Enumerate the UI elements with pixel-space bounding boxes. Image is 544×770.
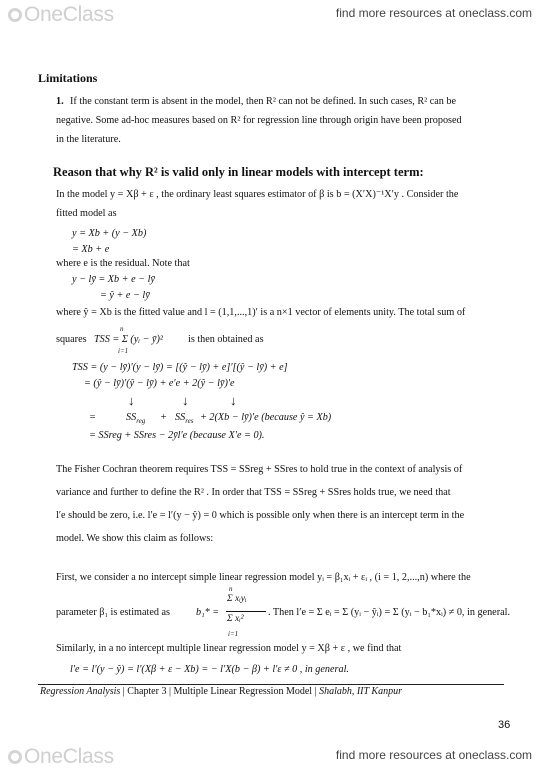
tss-prefix: squares [56, 334, 87, 345]
tss-deriv-line4: = SSreg + SSres − 2ȳl′e (because X′e = 0). [89, 430, 265, 441]
tss-deriv-line1: TSS = (y − lȳ)′(y − lȳ) = [(ŷ − lȳ) + e]′[(ŷ − lȳ) + e] [72, 362, 288, 373]
first-line2-mid: . Then l′e = Σ eᵢ = Σ (yᵢ − ŷᵢ) = Σ (yᵢ − b₁*xᵢ) ≠ 0, in general. [268, 607, 510, 618]
fisher-line1: The Fisher Cochran theorem requires TSS = SSreg + SSres to hold true in the context of analysis of [56, 464, 463, 475]
fisher-line4: model. We show this claim as follows: [56, 533, 214, 544]
arrow-down-icon: ↓ [182, 393, 189, 408]
where-line: where ŷ = Xb is the fitted value and l = (1,1,...,1)′ is a n×1 vector of elements unity. The total sum of [56, 307, 466, 318]
fraction-bar [226, 611, 266, 612]
footer-course: Regression Analysis [40, 686, 121, 697]
resources-link[interactable]: find more resources at oneclass.com [335, 748, 532, 762]
bottom-banner [0, 742, 544, 770]
tss-sum-bottom: i=1 [118, 347, 129, 355]
model-line1: In the model y = Xβ + ε , the ordinary least squares estimator of β is b = (X′X)⁻¹X′y . Consider the [56, 189, 459, 200]
footer-author: Shalabh, IIT Kanpur [319, 686, 402, 697]
oneclass-logo[interactable]: OneClass [8, 745, 114, 769]
fisher-line2: variance and further to define the R² . In order that TSS = SSreg + SSres holds true, we need that [56, 487, 451, 498]
item1-line3: in the literature. [56, 134, 121, 145]
footer-rule [38, 684, 504, 685]
tss-deriv-line3-eq: = [89, 412, 96, 423]
b1-sum-bottom: i=1 [228, 630, 239, 638]
item1-line1: If the constant term is absent in the model, then R² can not be defined. In such cases, R² can be [70, 96, 457, 107]
ssreg-symbol: $SS_{reg}$ [126, 412, 146, 426]
page-number: 36 [498, 719, 511, 731]
tss-suffix: is then obtained as [188, 334, 264, 345]
tss-deriv-line3-tail: + 2(Xb − lȳ)′e (because ŷ = Xb) [200, 412, 332, 423]
b1-numerator: Σ xᵢyᵢ [227, 594, 247, 604]
first-line1: First, we consider a no intercept simple linear regression model yᵢ = β₁xᵢ + εᵢ , (i = 1, 2,...,n) where the [56, 572, 471, 583]
footer-chapter: Chapter 3 [127, 686, 167, 697]
item-number: 1. [56, 96, 64, 107]
plus-sign: + [160, 412, 167, 423]
note-eq2: = ŷ + e − lȳ [100, 290, 150, 301]
model-line2: fitted model as [56, 208, 117, 219]
section-title: Limitations [38, 71, 98, 85]
tss-deriv-line2: = (ŷ − lȳ)′(ŷ − lȳ) + e′e + 2(ŷ − lȳ)′e [84, 378, 235, 389]
reason-heading: Reason that why R² is valid only in linear models with intercept term: [53, 165, 424, 179]
item1-line2: negative. Some ad-hoc measures based on R² for regression line through origin have been proposed [56, 115, 462, 126]
similarly-line1: Similarly, in a no intercept multiple linear regression model y = Xβ + ε , we find that [56, 643, 402, 654]
arrow-down-icon: ↓ [128, 393, 135, 408]
fitted-eq1: y = Xb + (y − Xb) [72, 228, 147, 239]
fitted-eq2: = Xb + e [72, 244, 110, 255]
oneclass-logo[interactable]: OneClass [8, 3, 114, 27]
oneclass-logo-icon [8, 750, 22, 764]
arrow-down-icon: ↓ [230, 393, 237, 408]
similarly-line2: l′e = l′(y − ŷ) = l′(Xβ + ε − Xb) = − l′X(b − β) + l′ε ≠ 0 , in general. [70, 664, 349, 675]
ssres-symbol: $SS_{res}$ [175, 412, 194, 426]
note-eq1: y − lȳ = Xb + e − lȳ [72, 274, 155, 285]
fisher-line3: l′e should be zero, i.e. l′e = l′(y − ŷ) = 0 which is possible only when there is an intercept term in the [56, 510, 465, 521]
tss-sum-top: n [120, 325, 124, 333]
tss-formula: TSS = Σ (yᵢ − ȳ)² [94, 334, 163, 345]
b1-lhs: b₁* = [196, 607, 220, 618]
residual-line: where e is the residual. Note that [56, 258, 190, 269]
footer-title: Multiple Linear Regression Model [173, 686, 313, 697]
page-footer: Regression Analysis | Chapter 3 | Multiple Linear Regression Model | Shalabh, IIT Kanpur [40, 686, 402, 697]
resources-link[interactable]: find more resources at oneclass.com [335, 6, 532, 20]
b1-denominator: Σ xᵢ² [227, 614, 244, 624]
b1-sum-top: n [229, 585, 233, 593]
first-line2-prefix: parameter β₁ is estimated as [56, 607, 170, 618]
